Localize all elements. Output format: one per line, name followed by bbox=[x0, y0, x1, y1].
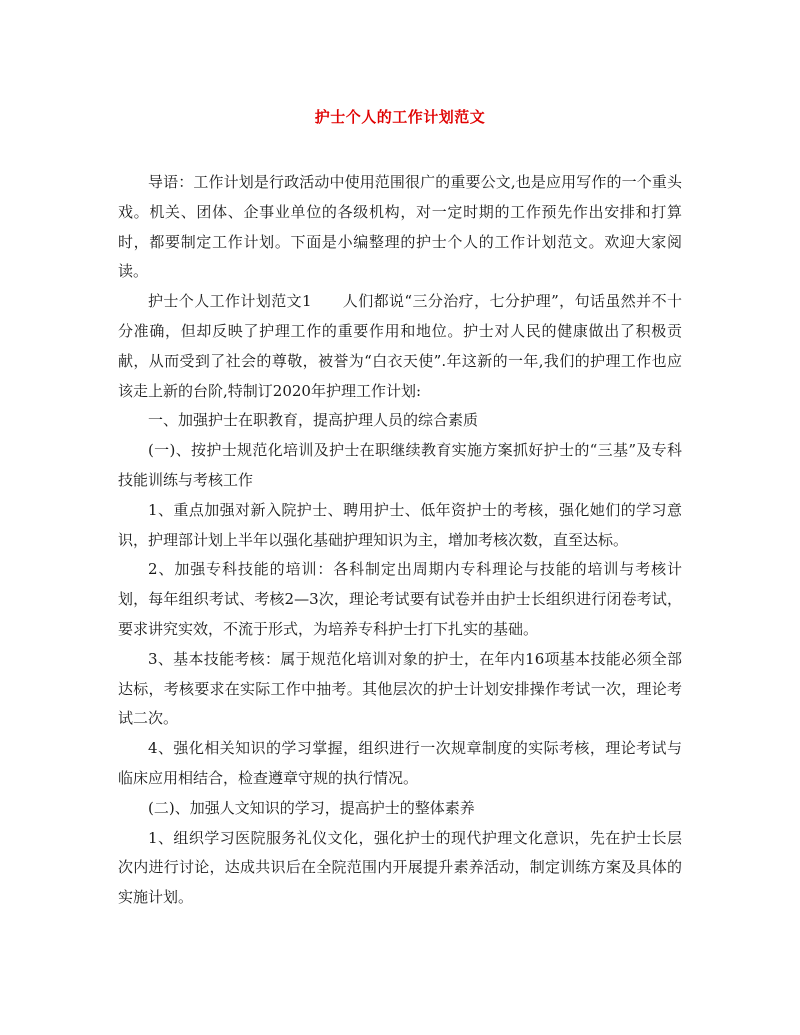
intro-paragraph: 导语：工作计划是行政活动中使用范围很广的重要公文,也是应用写作的一个重头戏。机关、团体、企事业单位的各级机构，对一定时期的工作预先作出安排和打算时，都要制定工作计划。下面是小编整理的护士个人的工作计划范文。欢迎大家阅读。 bbox=[118, 173, 682, 281]
subsection-heading: (一)、按护士规范化培训及护士在职继续教育实施方案抓好护士的“三基”及专科技能训练与考核工作 bbox=[118, 441, 682, 489]
document-title: 护士个人的工作计划范文 bbox=[314, 108, 486, 126]
list-item: 1、组织学习医院服务礼仪文化，强化护士的现代护理文化意识，先在护士长层次内进行讨论，达成共识后在全院范围内开展提升素养活动，制定训练方案及具体的实施计划。 bbox=[118, 828, 682, 907]
list-item: 1、重点加强对新入院护士、聘用护士、低年资护士的考核，强化她们的学习意识，护理部计划上半年以强化基础护理知识为主，增加考核次数，直至达标。 bbox=[118, 500, 682, 549]
list-item: 4、强化相关知识的学习掌握，组织进行一次规章制度的实际考核，理论考试与临床应用相结合，检查遵章守规的执行情况。 bbox=[118, 739, 682, 787]
section-heading: 一、加强护士在职教育，提高护理人员的综合素质 bbox=[148, 411, 479, 430]
list-item: 3、基本技能考核：属于规范化培训对象的护士，在年内16项基本技能必须全部达标，考核要求在实际工作中抽考。其他层次的护士计划安排操作考试一次，理论考试二次。 bbox=[118, 649, 682, 728]
list-item: 2、加强专科技能的培训：各科制定出周期内专科理论与技能的培训与考核计划，每年组织考试、考核2—3次，理论考试要有试卷并由护士长组织进行闭卷考试，要求讲究实效，不流于形式，为培养专科护士打下扎实的基础。 bbox=[118, 560, 682, 638]
body-paragraph: 护士个人工作计划范文1 人们都说“三分治疗，七分护理”，句话虽然并不十分准确，但却反映了护理工作的重要作用和地位。护士对人民的健康做出了积极贡献，从而受到了社会的尊敬，被誉为“白衣天使”.年这新的一年,我们的护理工作也应该走上新的台阶,特制订2020年护理工作计划: bbox=[118, 292, 682, 400]
subsection-heading: (二)、加强人文知识的学习，提高护士的整体素养 bbox=[148, 798, 475, 817]
document-body bbox=[118, 168, 682, 913]
